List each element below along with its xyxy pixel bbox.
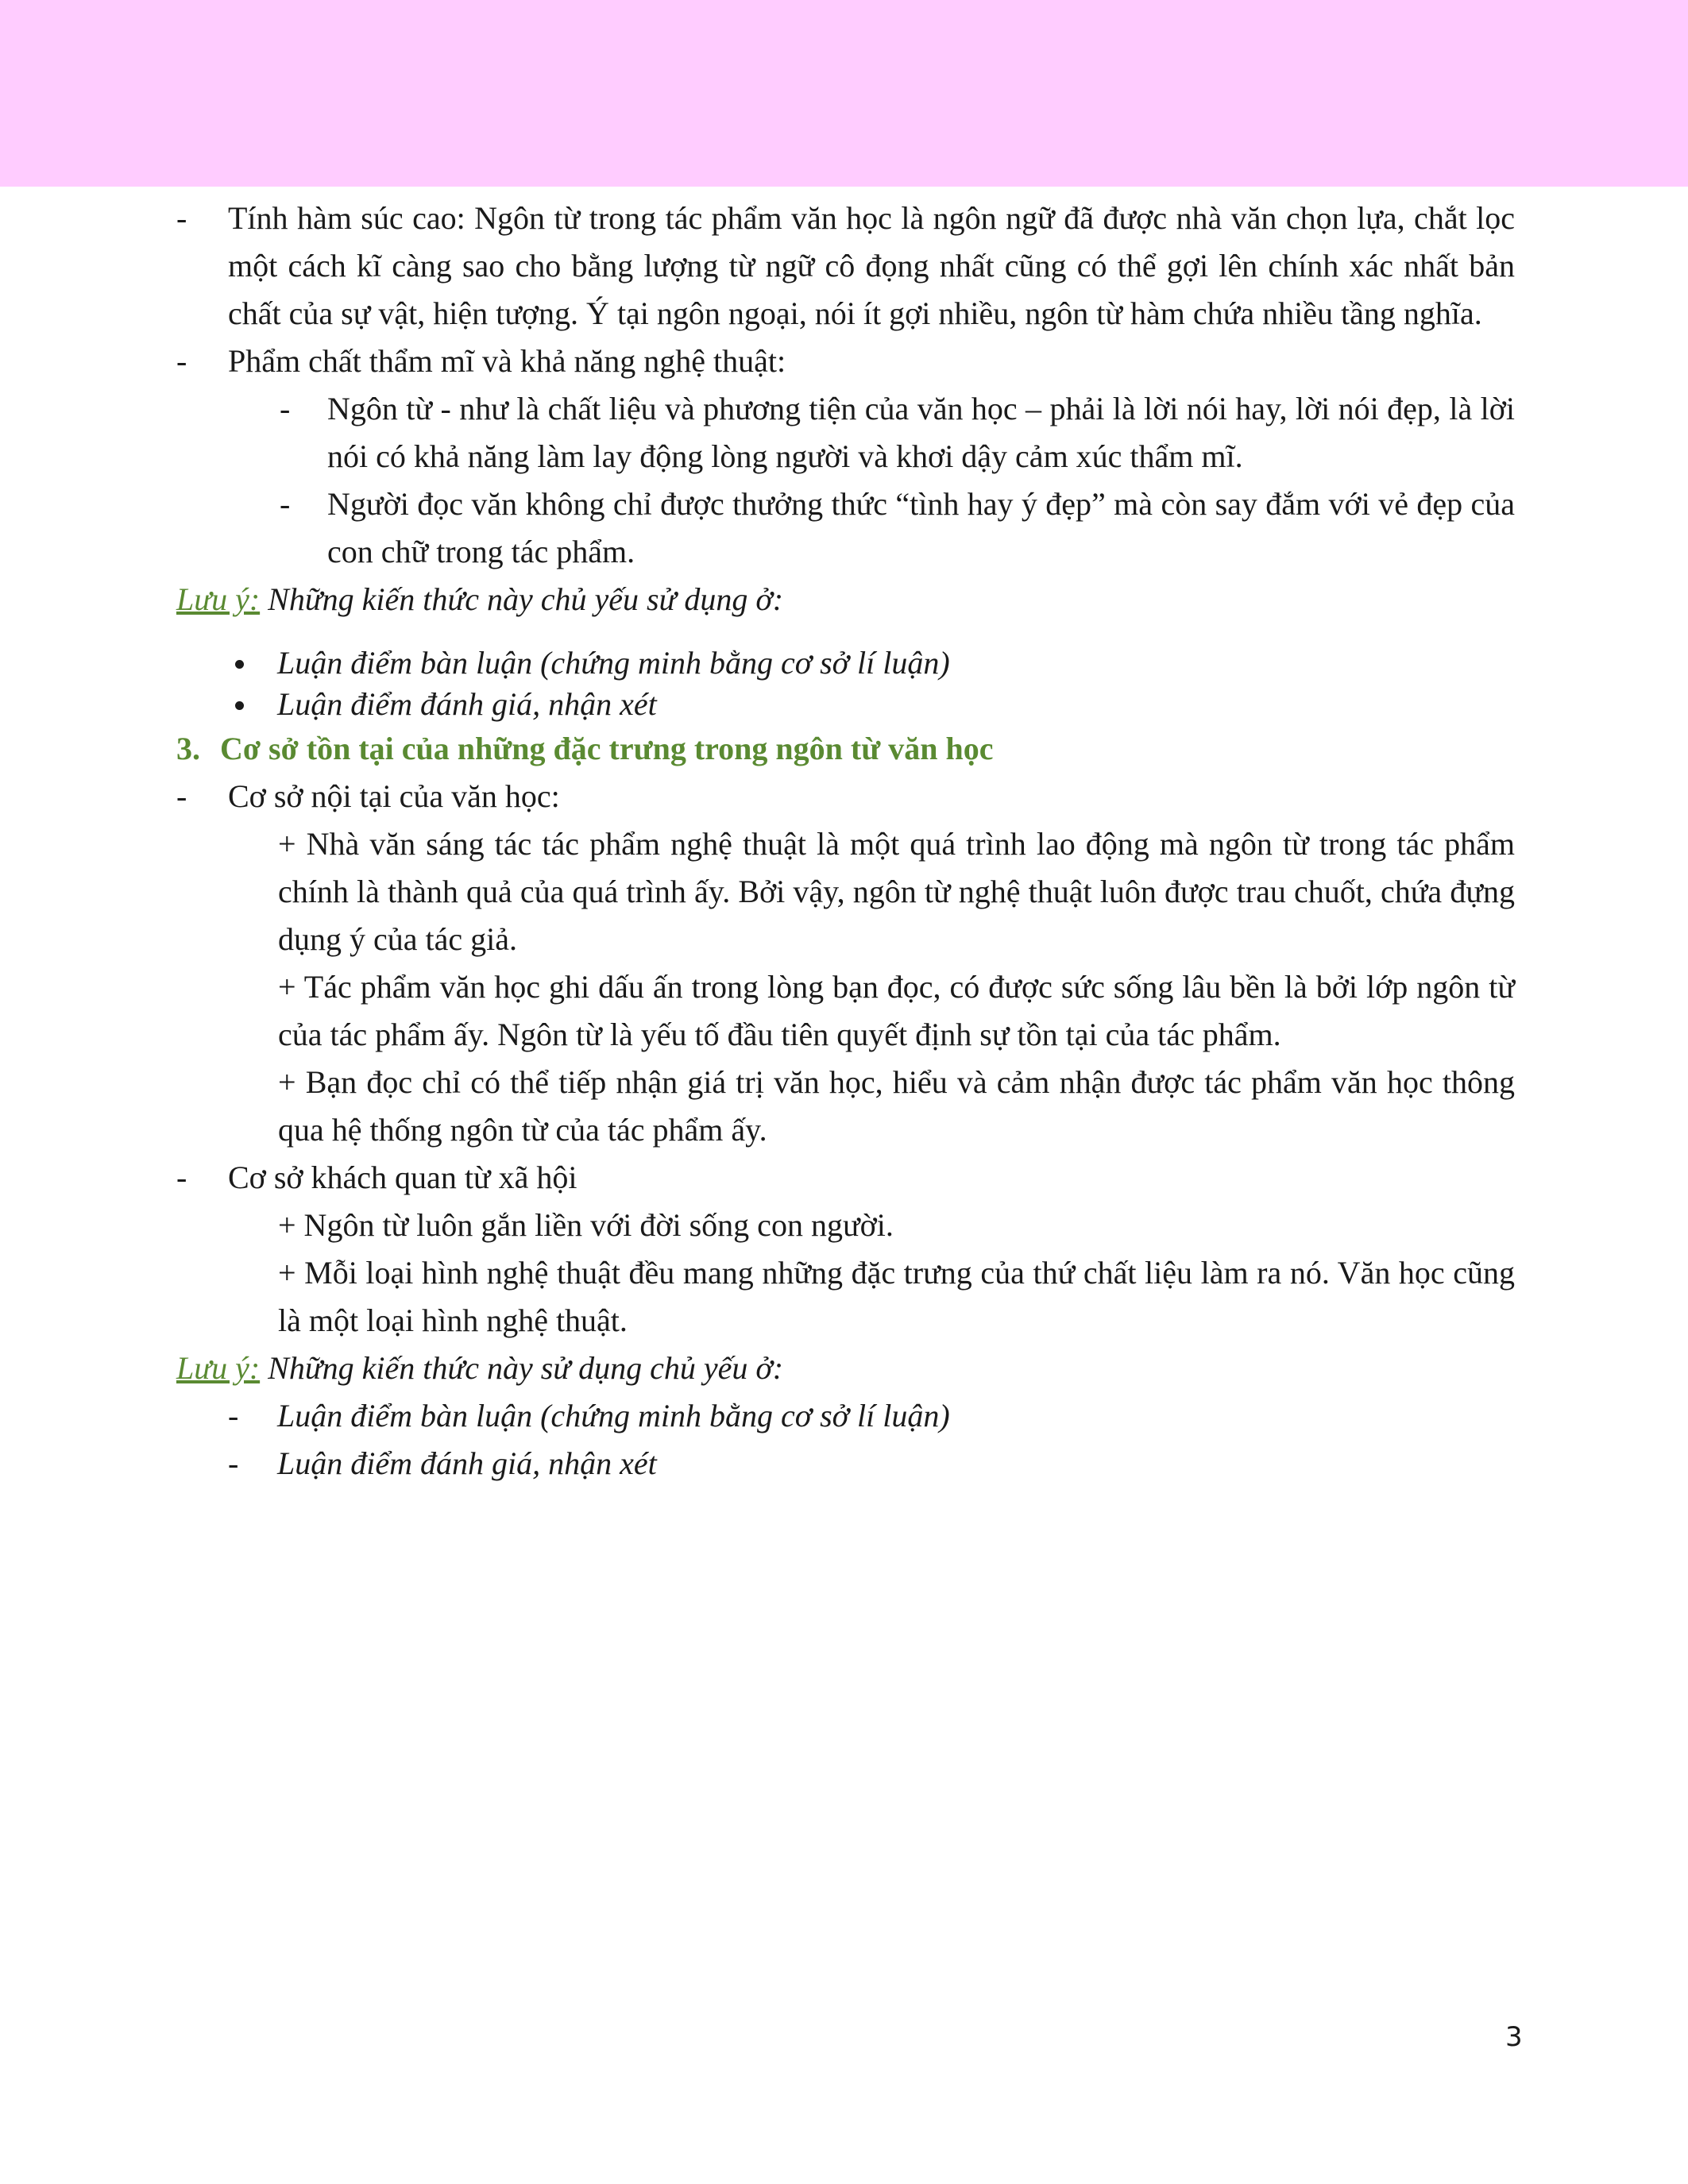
sub-list-item xyxy=(176,385,1515,480)
page-number: 3 xyxy=(1505,2021,1523,2053)
dash-marker: - xyxy=(176,778,187,814)
page-content xyxy=(176,195,1515,1488)
note-text: Những kiến thức này chủ yếu sử dụng ở: xyxy=(260,581,784,617)
item-text: Tính hàm súc cao: Ngôn từ trong tác phẩm văn học là ngôn ngữ đã được nhà văn chọn lựa, chắt lọc một cách kĩ càng sao cho bằng lượng từ ngữ cô đọng nhất cũng có thể gợi lên chính xác nhất bản chất của sự vật, hiện tượng. Ý tại ngôn ngoại, nói ít gợi nhiều, ngôn từ hàm chứa nhiều tầng nghĩa. xyxy=(228,200,1515,331)
item-text: Luận điểm đánh giá, nhận xét xyxy=(277,1445,657,1481)
bullet-item xyxy=(176,684,1515,725)
section-title: Cơ sở tồn tại của những đặc trưng trong ngôn từ văn học xyxy=(220,731,994,766)
item-text: Phẩm chất thẩm mĩ và khả năng nghệ thuật: xyxy=(228,343,786,379)
note-list-item xyxy=(176,1440,1515,1488)
dash-marker: - xyxy=(280,486,291,522)
plus-paragraph: + Nhà văn sáng tác tác phẩm nghệ thuật là một quá trình lao động mà ngôn từ trong tác phẩm chính là thành quả của quá trình ấy. Bởi vậy, ngôn từ nghệ thuật luôn được trau chuốt, chứa đựng dụng ý của tác giả. xyxy=(278,826,1515,957)
spacer xyxy=(176,623,1515,642)
list-item xyxy=(176,195,1515,338)
dash-marker: - xyxy=(176,1160,187,1195)
item-text: Người đọc văn không chỉ được thưởng thức “tình hay ý đẹp” mà còn say đắm với vẻ đẹp của con chữ trong tác phẩm. xyxy=(327,486,1515,569)
bullet-text: Luận điểm đánh giá, nhận xét xyxy=(277,686,657,722)
section-number: 3. xyxy=(176,731,200,766)
note-list-item xyxy=(176,1392,1515,1440)
item-text: Cơ sở khách quan từ xã hội xyxy=(228,1160,577,1195)
list-item xyxy=(176,338,1515,385)
note-1 xyxy=(176,576,1515,623)
section-heading xyxy=(176,725,1515,773)
note-label: Lưu ý: xyxy=(176,581,261,617)
dash-marker: - xyxy=(228,1445,239,1481)
sub-list-item xyxy=(176,480,1515,576)
dash-marker: - xyxy=(176,343,187,379)
item-text: Ngôn từ - như là chất liệu và phương tiện của văn học – phải là lời nói hay, lời nói đẹp, là lời nói có khả năng làm lay động lòng người và khơi dậy cảm xúc thẩm mĩ. xyxy=(327,391,1515,474)
list-item xyxy=(176,773,1515,820)
bullet-item xyxy=(176,642,1515,684)
bullet-text: Luận điểm bàn luận (chứng minh bằng cơ sở lí luận) xyxy=(277,645,950,681)
list-item xyxy=(176,1154,1515,1202)
dash-marker: - xyxy=(280,391,291,426)
plus-paragraph: + Mỗi loại hình nghệ thuật đều mang những đặc trưng của thứ chất liệu làm ra nó. Văn học cũng là một loại hình nghệ thuật. xyxy=(278,1255,1515,1338)
header-band xyxy=(0,0,1688,187)
bullet-dot xyxy=(235,701,244,710)
note-2 xyxy=(176,1345,1515,1392)
item-text: Cơ sở nội tại của văn học: xyxy=(228,778,560,814)
plus-paragraph: + Tác phẩm văn học ghi dấu ấn trong lòng bạn đọc, có được sức sống lâu bền là bởi lớp ngôn từ của tác phẩm ấy. Ngôn từ là yếu tố đầu tiên quyết định sự tồn tại của tác phẩm. xyxy=(278,969,1515,1052)
plus-paragraph: + Ngôn từ luôn gắn liền với đời sống con người. xyxy=(278,1207,894,1243)
dash-marker: - xyxy=(228,1398,239,1433)
dash-marker: - xyxy=(176,200,187,236)
item-text: Luận điểm bàn luận (chứng minh bằng cơ sở lí luận) xyxy=(277,1398,950,1433)
note-text: Những kiến thức này sử dụng chủ yếu ở: xyxy=(260,1350,784,1386)
note-label: Lưu ý: xyxy=(176,1350,261,1386)
plus-paragraph: + Bạn đọc chỉ có thể tiếp nhận giá trị văn học, hiểu và cảm nhận được tác phẩm văn học thông qua hệ thống ngôn từ của tác phẩm ấy. xyxy=(278,1064,1515,1148)
bullet-dot xyxy=(235,660,244,669)
